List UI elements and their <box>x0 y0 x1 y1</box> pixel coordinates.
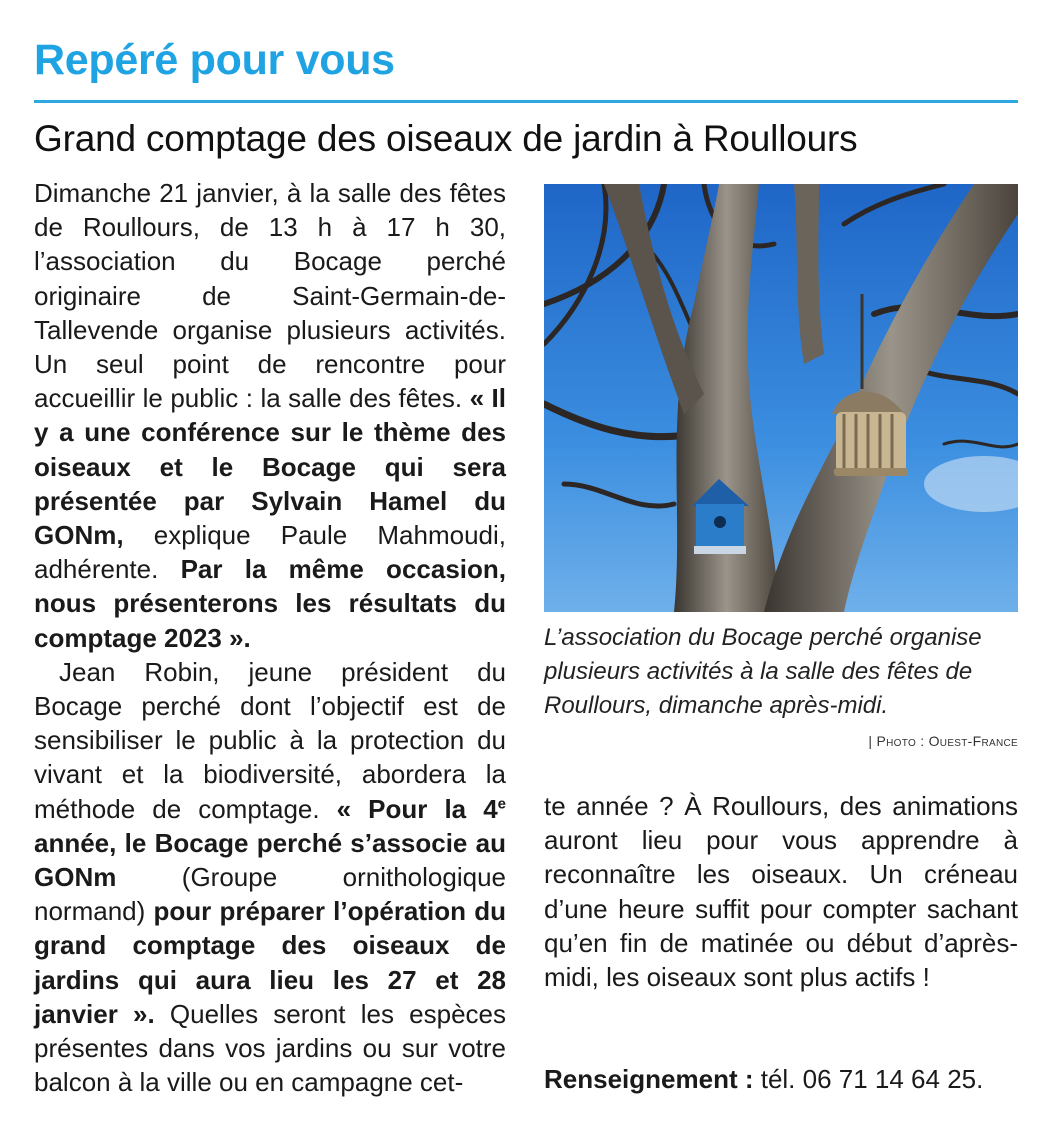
president-text: Jean Robin, jeune président du Bocage perché dont l’objectif est de sensibiliser le public à la protection du vivant et la biodiversité, abordera la méthode de comptage. <box>34 656 506 824</box>
contact-line <box>544 1062 983 1096</box>
tree-birdhouse-illustration <box>544 184 1018 612</box>
photo-credit: | Photo : Ouest-France <box>868 733 1018 749</box>
quote-conference: « Il y a une conférence sur le thème des oiseaux et le Bocage qui sera présentée par Sylvain Hamel du GONm, <box>34 383 506 551</box>
quote-results: Par la même occasion, nous présenterons les résultats du comptage 2023 ». <box>34 554 506 653</box>
continuation-paragraph: te année ? À Roullours, des animations auront lieu pour vous apprendre à reconnaître les oiseaux. Un créneau d’une heure suffit pour compter sachant qu’en fin de matinée ou début d’après-midi, les oiseaux sont plus actifs ! <box>544 791 1018 993</box>
article-right-column <box>544 789 1018 994</box>
phone-number: tél. 06 71 14 64 25. <box>753 1064 984 1094</box>
quote-association: année, le Bocage perché s’associe au GONm <box>34 827 506 893</box>
intro-text: Dimanche 21 janvier, à la salle des fêtes de Roullours, de 13 h à 17 h 30, l’association du Bocage perché originaire de Saint-Germain-de-Tallevende organise plusieurs activités. Un seul point de rencontre pour accueillir le public : la salle des fêtes. <box>34 178 506 414</box>
species-question: Quelles seront les espèces présentes dans vos jardins ou sur votre balcon à la ville ou en campagne cet- <box>34 998 507 1098</box>
ordinal-superscript: e <box>497 795 506 812</box>
section-label: Repéré pour vous <box>34 36 395 84</box>
photo-caption: L’association du Bocage perché organise plusieurs activités à la salle des fêtes de Roullours, dimanche après-midi. <box>544 624 982 719</box>
paragraph-2 <box>34 655 506 1100</box>
paragraph-1 <box>34 176 506 655</box>
attribution-text: explique Paule Mahmoudi, adhérente. <box>34 520 506 585</box>
section-divider <box>34 100 1018 103</box>
article-photo <box>544 184 1018 612</box>
contact-label: Renseignement : <box>544 1064 754 1094</box>
article-left-column <box>34 176 506 1099</box>
article-headline: Grand comptage des oiseaux de jardin à Roullours <box>34 118 858 159</box>
quote-operation: pour préparer l’opération du grand comptage des oiseaux de jardins qui aura lieu les 27 et 28 janvier ». <box>34 896 507 1029</box>
gonm-definition: (Groupe ornithologique normand) <box>34 862 506 927</box>
quote-4th-year: « Pour la 4 <box>336 793 498 824</box>
